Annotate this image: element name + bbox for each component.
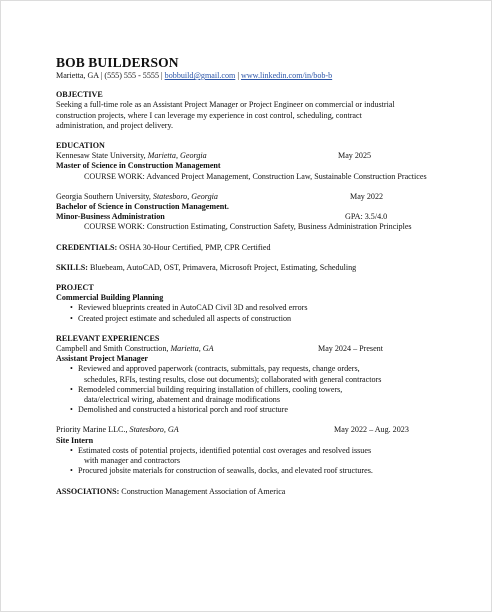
coursework-label: COURSE WORK: [84,171,145,181]
resume-content [56,55,456,497]
job-row [56,425,456,435]
company-location: Marietta, GA [170,344,214,354]
coursework [56,222,456,232]
objective-title: OBJECTIVE [56,90,103,100]
company-location: Statesboro, GA [129,425,179,435]
job-role: Site Intern [56,435,94,445]
bullet-line-1: • Reviewed and approved paperwork (contracts, submittals, pay requests, change orders, [78,364,360,374]
linkedin-link[interactable]: www.linkedin.com/in/bob-b [240,71,333,80]
bullet-line-1: • Remodeled commercial building requiring installation of chillers, cooling towers, [78,384,343,394]
project-name: Commercial Building Planning [56,293,164,303]
bullet-line-1: • Demolished and constructed a historical porch and roof structure [78,405,288,415]
job-entry-priority-marine [56,425,456,476]
coursework-label: COURSE WORK: [84,222,145,232]
list-item [56,466,456,476]
bullet-line-2: with manager and contractors [84,456,180,466]
credentials-label: CREDENTIALS: [56,242,118,252]
school-location: Marietta, Georgia [147,151,207,161]
bullet-line-1: • Procured jobsite materials for construction of seawalls, docks, and elevated roof structures. [78,466,373,476]
coursework [56,172,456,182]
school-row [56,151,456,161]
job-bullets [56,446,456,477]
list-item: • Created project estimate and scheduled all aspects of construction [56,314,456,324]
associations-text: Construction Management Association of America [119,486,286,496]
minor-row [56,212,456,222]
job-entry-campbell-smith [56,344,456,415]
company-name: Campbell and Smith Construction, [56,344,171,354]
job-row [56,344,456,354]
list-item [56,405,456,415]
education-entry-kennesaw [56,151,456,182]
project-title: PROJECT [56,283,94,293]
education-entry-georgia-southern [56,192,456,233]
email-link[interactable]: bobbuild@gmail.com [164,71,236,80]
credentials-text: OSHA 30-Hour Certified, PMP, CPR Certified [117,242,271,252]
school-name: Kennesaw State University, [56,151,148,161]
degree: Bachelor of Science in Construction Management. [56,202,229,212]
list-item: • Reviewed blueprints created in AutoCAD Civil 3D and resolved errors [56,303,456,313]
objective-text: Seeking a full-time role as an Assistant Project Manager or Project Engineer on commercial or industrial construction projects, where I can leverage my experience in cost control, scheduling, contract administration, and project delivery. [56,100,395,130]
credentials-line [56,243,456,253]
job-bullets [56,364,456,415]
coursework-text: Advanced Project Management, Construction Law, Sustainable Construction Practices [144,171,427,181]
job-date: May 2022 – Aug. 2023 [334,425,409,435]
project-bullets [56,303,456,323]
candidate-name: BOB BUILDERSON [56,55,179,70]
list-item [56,364,456,384]
job-date: May 2024 – Present [318,344,383,354]
school-location: Statesboro, Georgia [152,191,218,201]
minor: Minor-Business Administration [56,212,165,222]
experience-title: RELEVANT EXPERIENCES [56,333,160,343]
skills-text: Bluebeam, AutoCAD, OST, Primavera, Microsoft Project, Estimating, Scheduling [87,262,357,272]
school-date: May 2025 [338,151,372,161]
contact-info: Marietta, GA | (555) 555 - 5555 | [56,71,165,80]
job-role: Assistant Project Manager [56,354,149,364]
degree: Master of Science in Construction Management [56,161,221,171]
skills-label: SKILLS: [56,262,88,272]
bullet-line-2: schedules, RFIs, testing results, close out documents); collaborated with general contractors [84,374,382,384]
list-item [56,446,456,466]
school-name: Georgia Southern University, [56,191,153,201]
list-item [56,385,456,405]
bullet-line-1: • Estimated costs of potential projects, identified potential cost overages and resolved issues [78,445,372,455]
associations-line [56,487,456,497]
associations-label: ASSOCIATIONS: [56,486,120,496]
skills-line [56,263,456,273]
school-date: May 2022 [350,191,384,201]
contact-line [56,71,456,81]
education-title: EDUCATION [56,141,105,151]
contact-separator: | [235,71,241,80]
bullet-line-2: data/electrical wiring, abatement and drainage modifications [84,395,280,405]
coursework-text: Construction Estimating, Construction Safety, Business Administration Principles [144,222,412,232]
gpa: GPA: 3.5/4.0 [345,212,388,222]
company-name: Priority Marine LLC., [56,425,130,435]
school-row [56,192,456,202]
